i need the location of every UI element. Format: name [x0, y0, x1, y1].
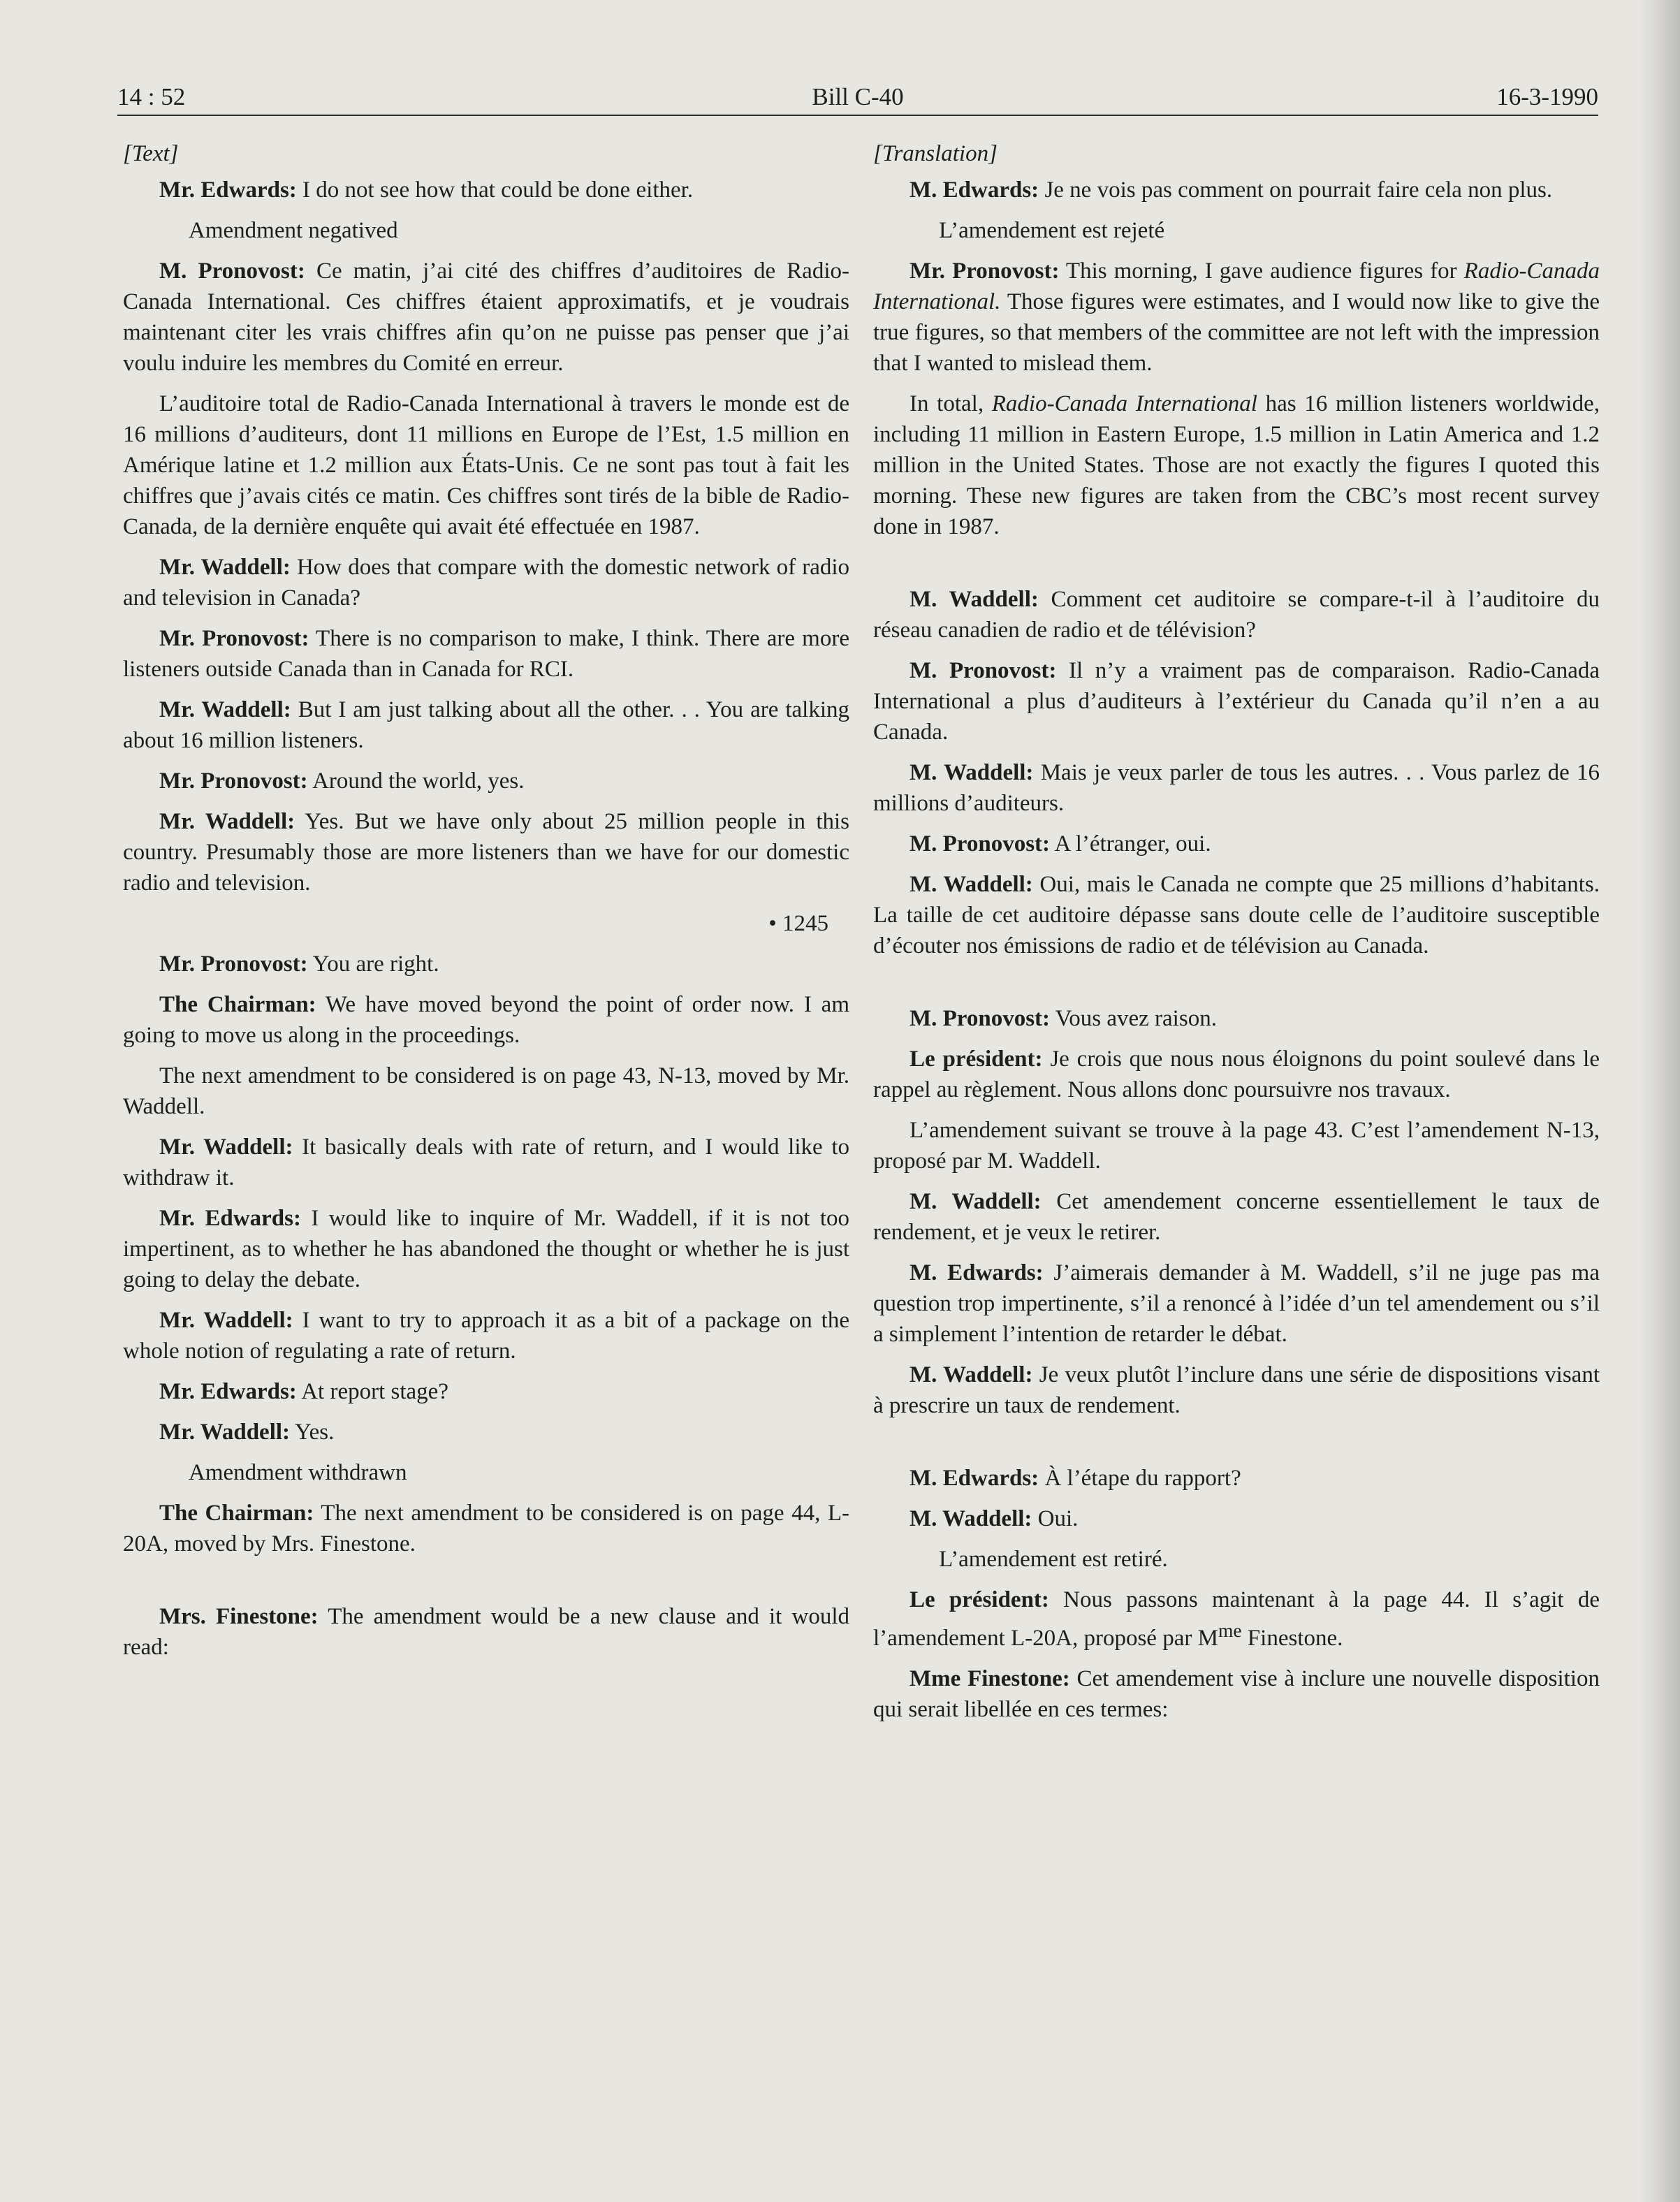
motion-result: L’amendement est retiré. [939, 1547, 1168, 1572]
speech: Those figures were estimates, and I would now like to give the true figures, so that members of the committee are not left with the impression that I wanted to mislead them. [873, 289, 1600, 376]
speaker: M. Pronovost: [910, 831, 1051, 856]
speaker: M. Edwards: [910, 177, 1039, 203]
speaker: Mr. Pronovost: [910, 258, 1060, 284]
paragraph [873, 1186, 1600, 1248]
paragraph: The next amendment to be considered is on page 43, N-13, moved by Mr. Waddell. [123, 1063, 849, 1119]
paragraph [123, 694, 849, 756]
speaker: M. Pronovost: [910, 658, 1057, 683]
page-edge-shadow [1638, 0, 1680, 2202]
page-number: 14 : 52 [117, 83, 186, 110]
paragraph [123, 256, 849, 379]
paragraph [873, 655, 1600, 748]
paragraph [123, 175, 849, 205]
speaker: Mr. Waddell: [159, 1308, 293, 1333]
time-stamp: • 1245 [768, 911, 828, 936]
session-date: 16-3-1990 [1496, 83, 1598, 110]
speaker: M. Pronovost: [159, 258, 305, 284]
speaker: M. Waddell: [910, 1362, 1033, 1387]
paragraph [873, 1663, 1600, 1725]
speaker: Mrs. Finestone: [159, 1604, 319, 1629]
speech: At report stage? [296, 1379, 448, 1404]
paragraph [873, 757, 1600, 819]
speaker: The Chairman: [159, 992, 316, 1017]
speech: Mais je veux parler de tous les autres. . . Vous parlez de 16 millions d’auditeurs. [873, 760, 1600, 816]
paragraph [873, 1359, 1600, 1421]
speech: Je ne vois pas comment on pourrait faire cela non plus. [1039, 177, 1553, 203]
speaker: Mr. Edwards: [159, 1379, 297, 1404]
paragraph [123, 1305, 849, 1366]
french-column [873, 138, 1600, 1735]
speech: has 16 million listeners worldwide, including 11 million in Eastern Europe, 1.5 million in Latin America and 1.2 million in the United States. Those are not exactly the figures I quoted this morning. These new figures are taken from the CBC’s most recent survey done in 1987. [873, 391, 1600, 539]
speech: Oui. [1032, 1506, 1079, 1531]
paragraph [873, 1003, 1600, 1034]
speech: It basically deals with rate of return, and I would like to withdraw it. [123, 1135, 849, 1190]
paragraph [123, 989, 849, 1051]
speech: Il n’y a vraiment pas de comparaison. Radio-Canada International a plus d’auditeurs à l’extérieur du Canada qu’il n’en a au Canada. [873, 658, 1600, 745]
paragraph [873, 1044, 1600, 1105]
speech: Comment cet auditoire se compare-t-il à l’auditoire du réseau canadien de radio et de télévision? [873, 587, 1600, 643]
motion-result: L’amendement est rejeté [939, 218, 1165, 243]
speech: J’aimerais demander à M. Waddell, s’il ne juge pas ma question trop impertinente, s’il a renoncé à l’idée d’un tel amendement ou s’il a simplement l’intention de retarder le débat. [873, 1260, 1600, 1347]
speaker: Mme Finestone: [910, 1666, 1070, 1691]
speaker: M. Waddell: [910, 872, 1033, 897]
speech: Oui, mais le Canada ne compte que 25 millions d’habitants. La taille de cet auditoire dépasse sans doute celle de l’auditoire susceptible d’écouter nos émissions de radio et de télévision au Canada. [873, 872, 1600, 958]
speech: Vous avez raison. [1050, 1006, 1217, 1031]
speech: How does that compare with the domestic network of radio and television in Canada? [123, 555, 850, 611]
paragraph [873, 829, 1600, 859]
paragraph [873, 584, 1600, 646]
speaker: Mr. Edwards: [159, 1206, 301, 1231]
motion-result: Amendment withdrawn [189, 1460, 407, 1485]
header-rule [117, 115, 1598, 116]
speech: I want to try to approach it as a bit of a package on the whole notion of regulating a rate of return. [123, 1308, 849, 1364]
speech: À l’étape du rapport? [1039, 1466, 1241, 1491]
paragraph [873, 1257, 1600, 1350]
speaker: M. Waddell: [910, 760, 1034, 785]
speaker: The Chairman: [159, 1501, 314, 1526]
page-header [117, 80, 1598, 115]
speech: I would like to inquire of Mr. Waddell, if it is not too impertinent, as to whether he has abandoned the thought or whether he is just going to delay the debate. [123, 1206, 849, 1292]
speaker: Mr. Waddell: [159, 1420, 291, 1445]
speaker: M. Pronovost: [910, 1006, 1051, 1031]
abbreviation-superscript: me [1218, 1619, 1242, 1641]
paragraph [873, 256, 1600, 379]
speech: We have moved beyond the point of order now. I am going to move us along in the proceedings. [123, 992, 850, 1048]
speaker: M. Waddell: [910, 587, 1039, 612]
paragraph [873, 869, 1600, 961]
speaker: Mr. Waddell: [159, 809, 295, 834]
speech: Cet amendement concerne essentiellement le taux de rendement, et je veux le retirer. [873, 1189, 1600, 1245]
speaker: Le président: [910, 1047, 1043, 1072]
speech: This morning, I gave audience figures for [1059, 258, 1464, 284]
speech: The next amendment to be considered is on page 44, L-20A, moved by Mrs. Finestone. [123, 1501, 850, 1556]
paragraph: L’amendement suivant se trouve à la page 43. C’est l’amendement N-13, proposé par M. Waddell. [873, 1118, 1600, 1174]
motion-result: Amendment negatived [189, 218, 398, 243]
paragraph [123, 1376, 849, 1407]
speech: There is no comparison to make, I think. There are more listeners outside Canada than in Canada for RCI. [123, 626, 849, 682]
column-label: [Text] [123, 141, 179, 166]
speech: Yes. [290, 1420, 335, 1445]
speaker: Mr. Waddell: [159, 1135, 293, 1160]
english-column [123, 138, 849, 1672]
speech: You are right. [307, 951, 439, 977]
speech: Finestone. [1241, 1626, 1343, 1651]
speaker: Mr. Pronovost: [159, 626, 309, 651]
paragraph [873, 1503, 1600, 1534]
speech: In total, [910, 391, 992, 416]
paragraph [873, 1463, 1600, 1494]
paragraph [123, 1203, 849, 1295]
speech: Nous passons maintenant à la page 44. Il s’agit de l’amendement L-20A, proposé par M [873, 1587, 1600, 1651]
speaker: Mr. Pronovost: [159, 768, 308, 794]
paragraph: L’auditoire total de Radio-Canada International à travers le monde est de 16 millions d’auditeurs, dont 11 millions en Europe de l’Est, 1.5 million en Amérique latine et 1.2 million aux États-Unis. Ce ne sont pas tout à fait les chiffres que j’avais cités ce matin. Ces chiffres sont tirés de la bible de Radio-Canada, de la dernière enquête qui avait été effectuée en 1987. [123, 391, 849, 539]
speaker: Le président: [910, 1587, 1049, 1612]
speaker: Mr. Waddell: [159, 697, 291, 722]
speaker: Mr. Waddell: [159, 555, 291, 580]
speech: Je veux plutôt l’inclure dans une série de dispositions visant à prescrire un taux de rendement. [873, 1362, 1600, 1418]
paragraph [123, 806, 849, 898]
paragraph [123, 1417, 849, 1448]
speaker: Mr. Edwards: [159, 177, 297, 203]
speaker: M. Waddell: [910, 1189, 1042, 1214]
paragraph [123, 949, 849, 979]
speech: Around the world, yes. [307, 768, 525, 794]
speaker: Mr. Pronovost: [159, 951, 308, 977]
paragraph [123, 552, 849, 613]
paragraph [873, 1584, 1600, 1654]
speech: The amendment would be a new clause and it would read: [123, 1604, 849, 1660]
speech: A l’étranger, oui. [1050, 831, 1211, 856]
paragraph [873, 175, 1600, 205]
paragraph [123, 1132, 849, 1193]
speech: Cet amendement vise à inclure une nouvelle disposition qui serait libellée en ces termes: [873, 1666, 1600, 1722]
speech: Ce matin, j’ai cité des chiffres d’auditoires de Radio-Canada International. Ces chiffres étaient approximatifs, et je voudrais maintenant citer les vrais chiffres afin qu’on ne puisse pas penser que j’ai voulu induire les membres du Comité en erreur. [123, 258, 849, 376]
paragraph [123, 1601, 849, 1663]
program-name: Radio-Canada International [991, 391, 1257, 416]
speaker: M. Edwards: [910, 1466, 1039, 1491]
speech: Je crois que nous nous éloignons du point soulevé dans le rappel au règlement. Nous allons donc poursuivre nos travaux. [873, 1047, 1600, 1102]
paragraph [123, 766, 849, 796]
bill-title: Bill C-40 [812, 83, 904, 110]
paragraph [123, 623, 849, 685]
speaker: M. Waddell: [910, 1506, 1032, 1531]
speaker: M. Edwards: [910, 1260, 1044, 1285]
paragraph [873, 388, 1600, 542]
program-name: Radio-Canada International. [873, 258, 1600, 314]
speech: I do not see how that could be done either. [296, 177, 694, 203]
paragraph [123, 1498, 849, 1559]
column-label: [Translation] [873, 141, 998, 166]
speech: Yes. But we have only about 25 million people in this country. Presumably those are more listeners than we have for our domestic radio and television. [123, 809, 849, 896]
speech: But I am just talking about all the other. . . You are talking about 16 million listeners. [123, 697, 849, 753]
